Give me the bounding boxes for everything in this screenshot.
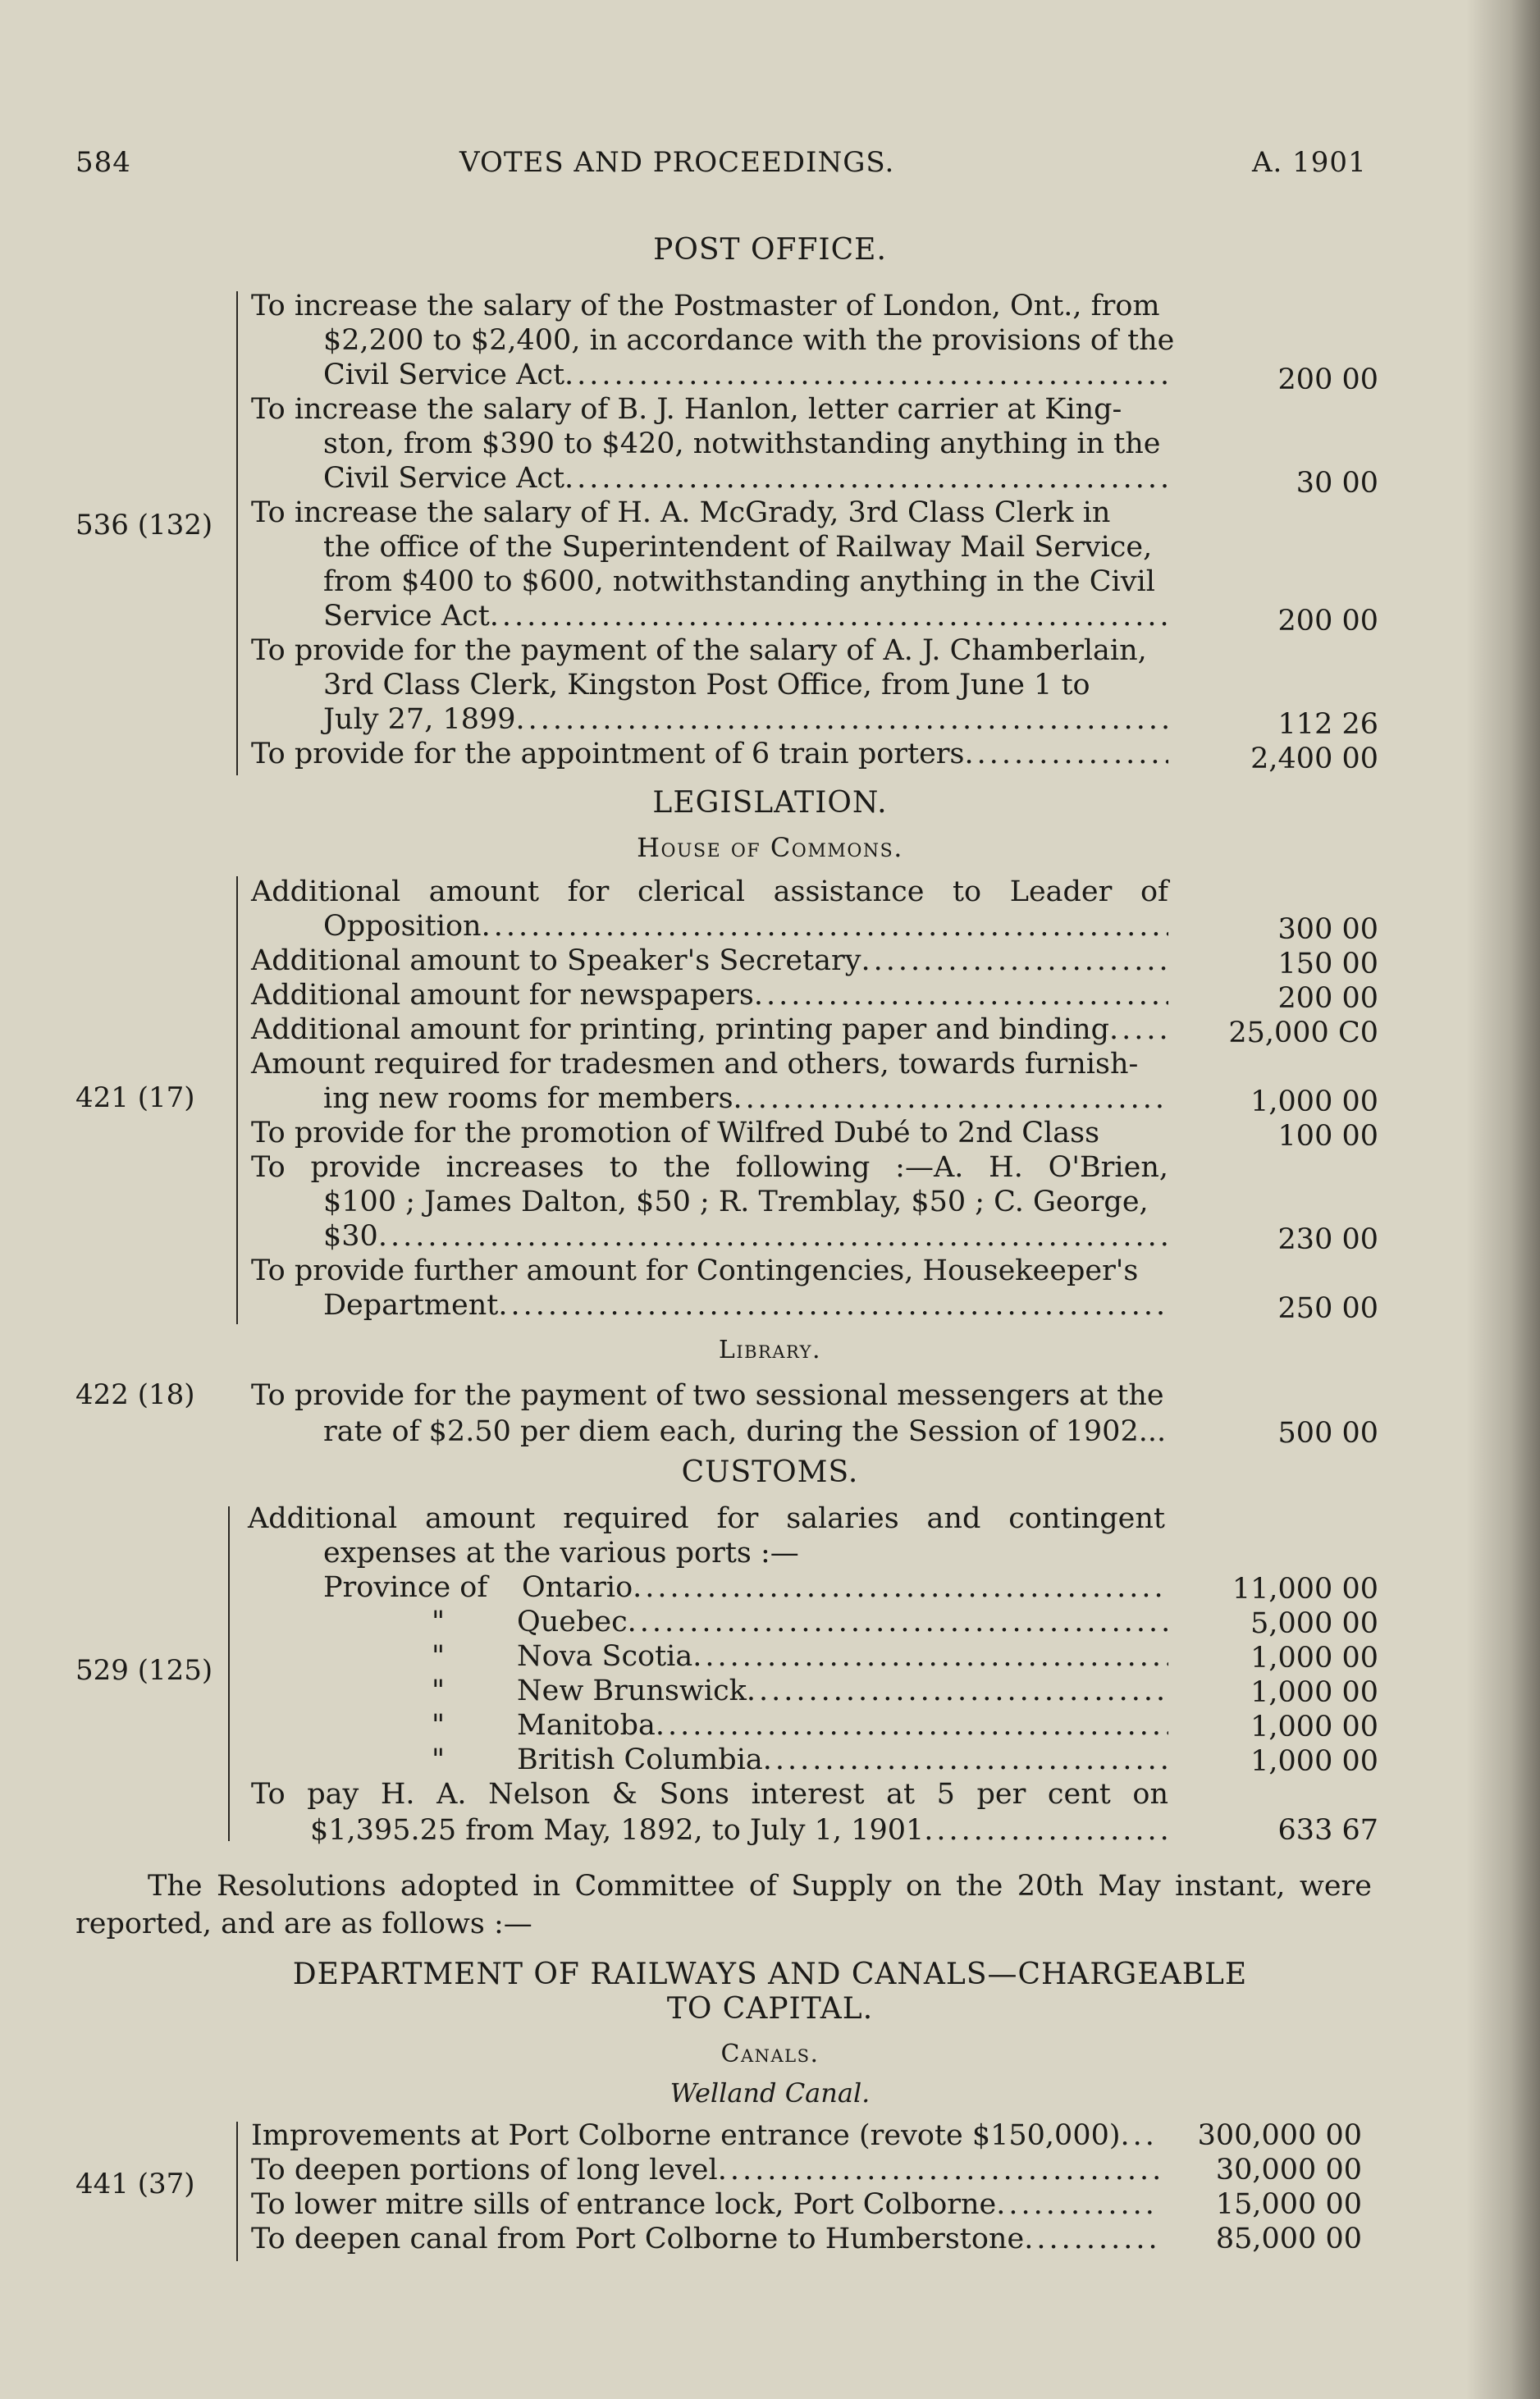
amount: 500 00 [1277,1417,1378,1450]
amount: 1,000 00 [1250,1085,1378,1118]
amount: 300,000 00 [1197,2119,1362,2152]
post-office-heading: POST OFFICE. [653,233,887,267]
amount: 85,000 00 [1215,2223,1362,2255]
amount: 1,000 00 [1250,1745,1378,1778]
amount: 112 26 [1277,708,1378,741]
brace [236,2122,238,2261]
amount: 633 67 [1277,1814,1378,1847]
resolutions-paragraph: The Resolutions adopted in Committee of Supply on the 20th May instant, were reported, and are as follows :— [75,1870,1372,1940]
customs-heading: CUSTOMS. [681,1455,859,1489]
brace [228,1506,230,1841]
house-of-commons-heading: House of Commons. [637,832,903,863]
vote-number: 421 (17) [75,1081,195,1114]
amount: 30,000 00 [1215,2154,1362,2187]
vote-number: 441 (37) [75,2168,195,2200]
brace [236,876,238,1324]
vote-number: 422 (18) [75,1378,195,1411]
province-label: Province of [323,1571,488,1604]
amount: 25,000 C0 [1228,1017,1378,1049]
amount: 200 00 [1277,363,1378,396]
running-title: VOTES AND PROCEEDINGS. [459,146,895,179]
amount: 2,400 00 [1250,743,1378,775]
amount: 230 00 [1277,1223,1378,1256]
ditto-mark: " [432,1709,446,1742]
amount: 1,000 00 [1250,1711,1378,1743]
ditto-mark: " [432,1606,446,1638]
page-number: 584 [75,146,131,179]
amount: 11,000 00 [1232,1573,1378,1606]
ditto-mark: " [432,1675,446,1707]
vote-number: 536 (132) [75,509,213,541]
library-heading: Library. [718,1336,822,1364]
amount: 15,000 00 [1215,2188,1362,2221]
amount: 200 00 [1277,605,1378,637]
railways-heading-line1: DEPARTMENT OF RAILWAYS AND CANALS—CHARGEABLE [292,1958,1248,1991]
amount: 30 00 [1296,467,1378,500]
amount: 300 00 [1277,913,1378,946]
brace [236,291,238,775]
amount: 250 00 [1277,1292,1378,1325]
canals-heading: Canals. [720,2040,820,2068]
amount: 100 00 [1277,1120,1378,1153]
year-label: A. 1901 [1252,146,1367,179]
legislation-heading: LEGISLATION. [652,786,888,820]
amount: 5,000 00 [1250,1607,1378,1640]
amount: 150 00 [1277,948,1378,980]
amount: 1,000 00 [1250,1676,1378,1709]
vote-number: 529 (125) [75,1654,213,1687]
railways-heading-line2: TO CAPITAL. [666,1992,874,2026]
ditto-mark: " [432,1640,446,1673]
welland-canal-heading: Welland Canal. [669,2077,871,2109]
amount: 200 00 [1277,982,1378,1015]
amount: 1,000 00 [1250,1642,1378,1675]
ditto-mark: " [432,1743,446,1776]
